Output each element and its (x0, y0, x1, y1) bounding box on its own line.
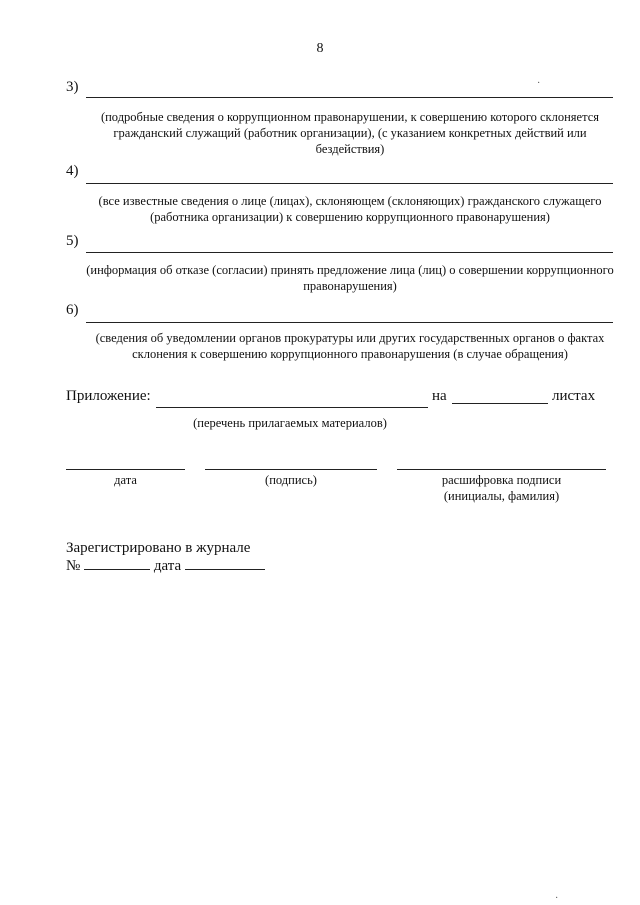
registration-number-blank (84, 557, 150, 570)
attachment-na: на (432, 388, 447, 404)
decode-label (397, 472, 606, 504)
page-number: 8 (316, 41, 324, 56)
decode-line (397, 469, 606, 470)
item-3-line (86, 97, 613, 98)
decode-label-main: расшифровка подписи (441, 473, 562, 487)
item-5-line (86, 252, 613, 253)
decode-label-sub: (инициалы, фамилия) (443, 489, 560, 503)
item-6-line (86, 322, 613, 323)
registration-date-label: дата (153, 558, 182, 574)
attachment-sheets-line (452, 403, 548, 404)
item-number-4: 4) (66, 163, 79, 179)
item-4-line (86, 183, 613, 184)
scan-mark: · (555, 893, 559, 904)
signature-label: (подпись) (265, 473, 317, 487)
date-line (66, 469, 185, 470)
registration-number-prefix: № (66, 558, 81, 574)
attachment-label: Приложение: (66, 388, 151, 404)
signature-line (205, 469, 377, 470)
item-4-note: (все известные сведения о лице (лицах), склоняющем (склоняющих) гражданского служащего (работника организации) к совершению коррупционного правонарушения) (98, 194, 602, 224)
attachment-note: (перечень прилагаемых материалов) (193, 416, 387, 430)
registration-date-blank (185, 557, 265, 570)
item-6-note: (сведения об уведомлении органов прокуратуры или других государственных органов о фактах склонения к совершению коррупционного правонарушения (в случае обращения) (95, 331, 605, 361)
item-3-note: (подробные сведения о коррупционном правонарушении, к совершению которого склоняется гражданский служащий (работник организации), (с указанием конкретных действий или бездействия) (100, 110, 600, 156)
registration-line (66, 557, 265, 575)
registration-title: Зарегистрировано в журнале (66, 540, 251, 556)
item-number-3: 3) (66, 79, 79, 95)
attachment-list-line (156, 407, 428, 408)
attachment-sheets: листах (552, 388, 596, 404)
item-number-6: 6) (66, 302, 79, 318)
scan-mark: · (537, 78, 541, 89)
item-5-note: (информация об отказе (согласии) принять предложение лица (лиц) о совершении коррупционного правонарушения) (86, 263, 614, 293)
item-number-5: 5) (66, 233, 79, 249)
date-label: дата (114, 473, 137, 487)
